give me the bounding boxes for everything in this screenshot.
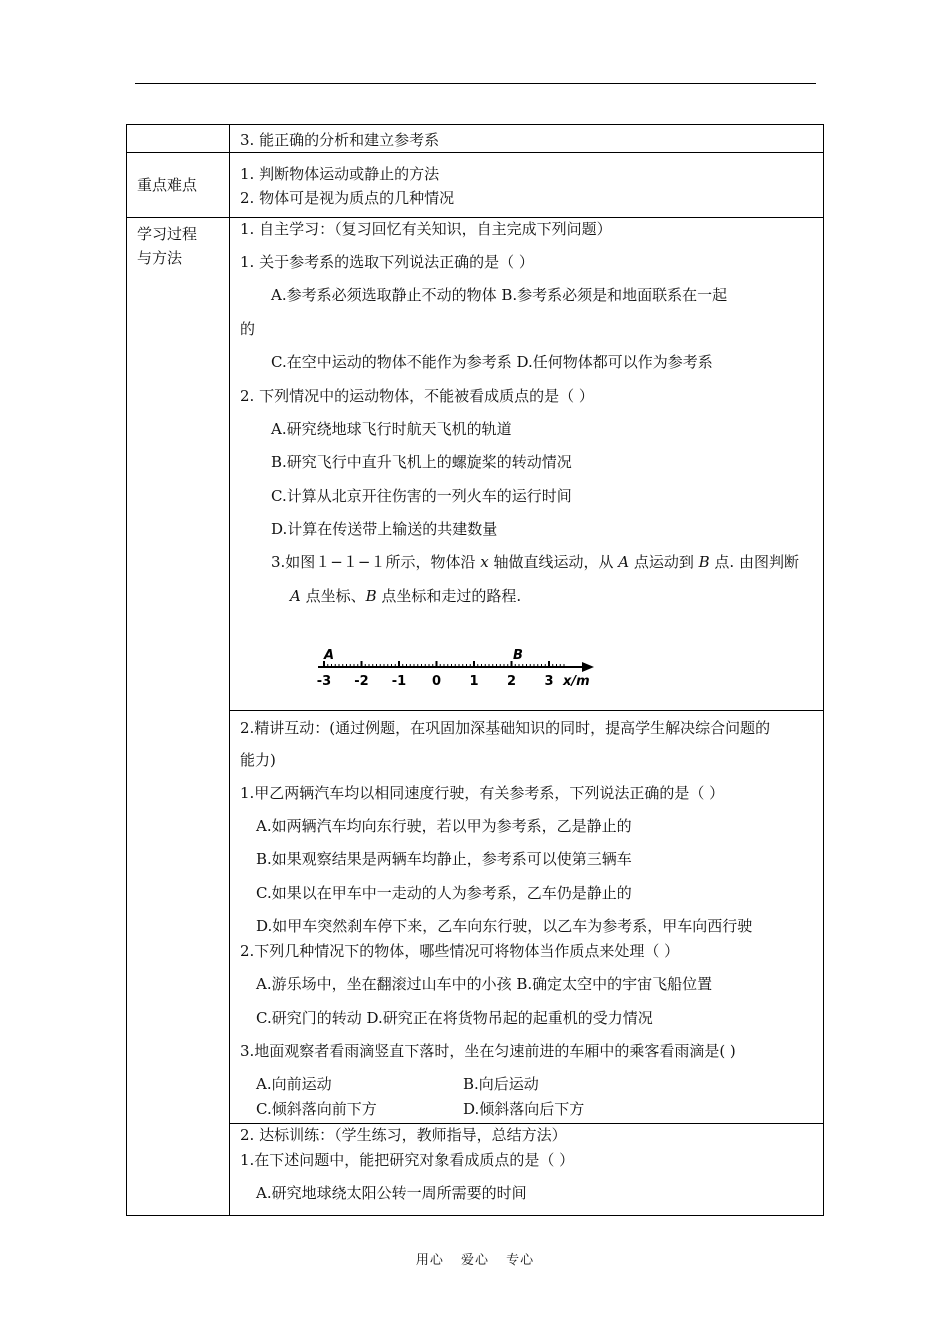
tick-label: -1 [391, 674, 407, 689]
footer-text: 用心 [415, 1253, 444, 1268]
question-stem: 1.甲乙两辆汽车均以相同速度行驶，有关参考系，下列说法正确的是（ ） [240, 784, 725, 802]
tick-labels [317, 674, 554, 689]
answer-option: C.如果以在甲车中一走动的人为参考系，乙车仍是静止的 [256, 884, 632, 902]
tick-label: -2 [354, 674, 369, 689]
interaction-heading: 2.精讲互动：(通过例题，在巩固加深基础知识的同时，提高学生解决综合问题的 [240, 719, 771, 737]
question-stem: 3.地面观察者看雨滴竖直下落时，坐在匀速前进的车厢中的乘客看雨滴是( ) [240, 1042, 736, 1060]
answer-option: C.计算从北京开往伤害的一列火车的运行时间 [271, 487, 572, 505]
answer-option: A.如两辆汽车均向东行驶，若以甲为参考系，乙是静止的 [256, 817, 632, 835]
answer-option: C.研究门的转动 D.研究正在将货物吊起的起重机的受力情况 [256, 1009, 653, 1027]
number-line-figure [310, 643, 610, 693]
tick-label: 3 [544, 674, 554, 689]
answer-option: C.在空中运动的物体不能作为参考系 D.任何物体都可以作为参考系 [271, 353, 713, 371]
process-row-self-study [127, 218, 824, 711]
answer-option: A.游乐场中，坐在翻滚过山车中的小孩 B.确定太空中的宇宙飞船位置 [256, 975, 713, 993]
answer-option: A.参考系必须选取静止不动的物体 B.参考系必须是和地面联系在一起 [271, 286, 728, 304]
question-stem: 2.下列几种情况下的物体，哪些情况可将物体当作质点来处理（ ） [240, 942, 680, 960]
objective-line: 3. 能正确的分析和建立参考系 [240, 131, 440, 149]
key-points-cell [230, 153, 824, 218]
answer-option: B.向后运动 [463, 1075, 539, 1093]
page-footer [0, 1249, 950, 1268]
answer-option: D.倾斜落向后下方 [463, 1100, 585, 1118]
footer-text: 专心 [506, 1253, 535, 1268]
arrow-icon [582, 662, 594, 672]
key-points-label: 重点难点 [127, 153, 230, 218]
process-label-line: 学习过程 [137, 225, 198, 243]
key-point-line: 2. 物体可是视为质点的几种情况 [240, 189, 455, 207]
objectives-label [127, 125, 230, 153]
axis-label: x/m [563, 674, 590, 689]
tick-label: 0 [431, 674, 442, 689]
practice-cell [230, 1124, 824, 1216]
answer-option: C.倾斜落向前下方 [256, 1100, 377, 1118]
answer-option-wrap: 的 [240, 320, 256, 338]
question-stem: 2. 下列情况中的运动物体，不能被看成质点的是（ ） [240, 387, 594, 405]
question-stem-continued: A 点坐标、B 点坐标和走过的路程. [290, 587, 522, 605]
question-stem: 1.在下述问题中，能把研究对象看成质点的是（ ） [240, 1151, 575, 1169]
interaction-heading-wrap: 能力) [240, 751, 276, 769]
objectives-row [127, 125, 824, 153]
process-row-practice [127, 1124, 824, 1216]
key-point-line: 1. 判断物体运动或静止的方法 [240, 165, 440, 183]
interaction-cell [230, 711, 824, 1124]
process-label-line: 与方法 [137, 249, 183, 267]
point-a-label: A [324, 648, 335, 663]
key-points-row [127, 153, 824, 218]
objectives-cell [230, 125, 824, 153]
process-row-interaction [127, 711, 824, 1124]
self-study-cell [230, 218, 824, 711]
lesson-plan-table [126, 124, 824, 1216]
point-b-label: B [513, 648, 523, 663]
practice-heading: 2. 达标训练：（学生练习，教师指导，总结方法） [240, 1126, 567, 1144]
answer-option: B.如果观察结果是两辆车均静止，参考系可以使第三辆车 [256, 850, 632, 868]
footer-text: 爱心 [460, 1253, 489, 1268]
answer-option: A.向前运动 [256, 1075, 332, 1093]
tick-label: 1 [469, 674, 479, 689]
header-rule [135, 83, 816, 84]
process-label [127, 218, 230, 1216]
tick-label: 2 [506, 674, 517, 689]
answer-option: D.计算在传送带上输送的共建数量 [271, 520, 498, 538]
answer-option: B.研究飞行中直升飞机上的螺旋桨的转动情况 [271, 453, 572, 471]
question-stem: 3.如图１−１−１所示，物体沿 x 轴做直线运动，从 A 点运动到 B 点. 由图判断 [271, 553, 799, 571]
question-stem: 1. 关于参考系的选取下列说法正确的是（ ） [240, 253, 534, 271]
tick-label: -3 [316, 674, 332, 689]
answer-option: D.如甲车突然刹车停下来，乙车向东行驶，以乙车为参考系，甲车向西行驶 [256, 917, 753, 935]
self-study-heading: 1. 自主学习：（复习回忆有关知识，自主完成下列问题） [240, 220, 612, 238]
answer-option: A.研究绕地球飞行时航天飞机的轨道 [271, 420, 512, 438]
answer-option: A.研究地球绕太阳公转一周所需要的时间 [256, 1184, 527, 1202]
